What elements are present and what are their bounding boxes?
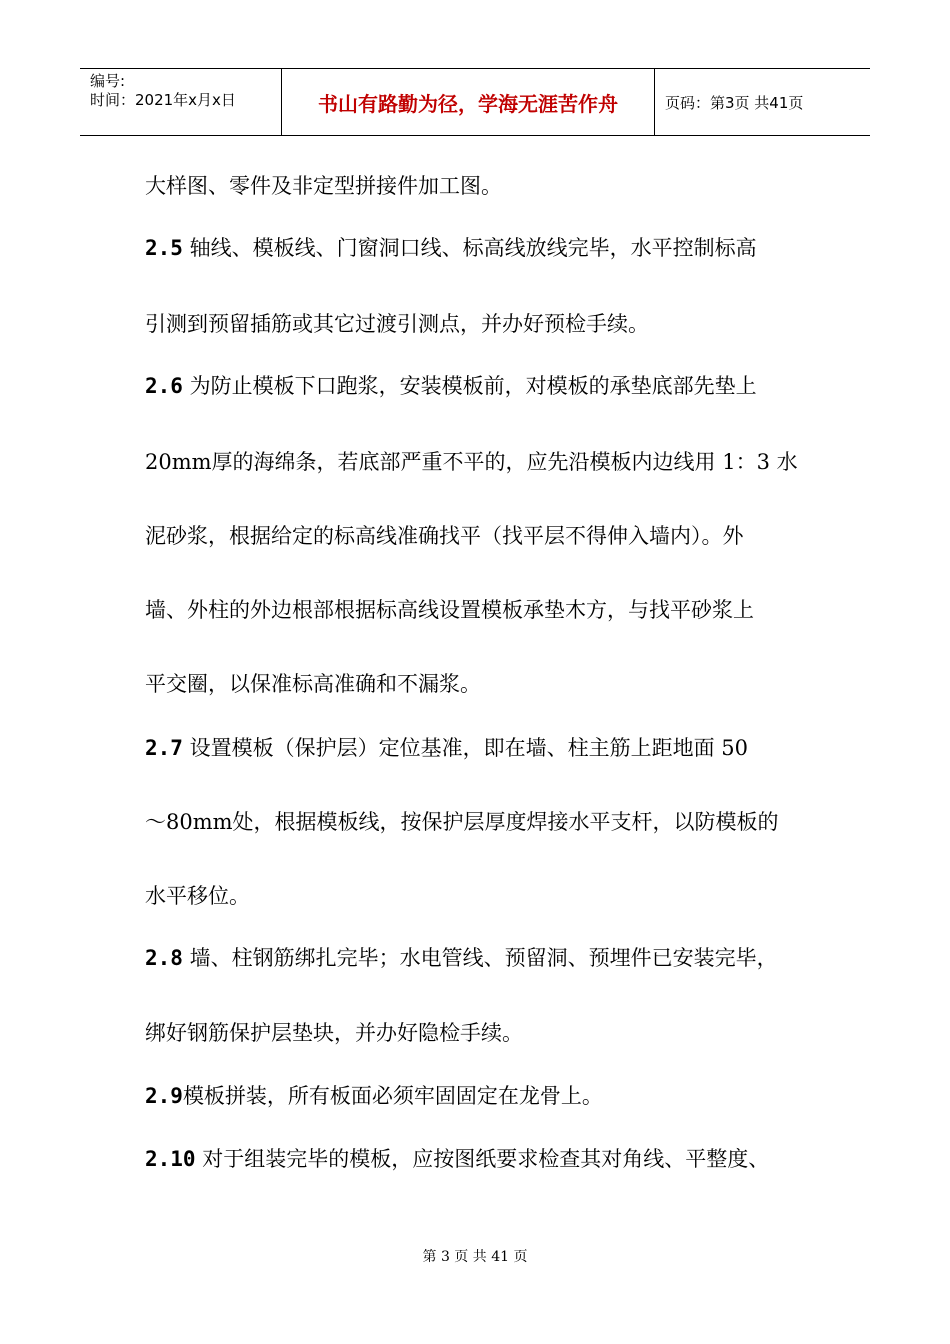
page-header: [80, 68, 870, 136]
section-number: 2.7: [145, 736, 183, 760]
section-number: 2.6: [145, 374, 183, 398]
document-number-label: 编号:: [90, 72, 126, 90]
section-number: 2.5: [145, 236, 183, 260]
section-number: 2.10: [145, 1147, 196, 1171]
body-line: 泥砂浆，根据给定的标高线准确找平（找平层不得伸入墙内）。外: [145, 524, 744, 548]
body-line: 墙、外柱的外边根部根据标高线设置模板承垫木方，与找平砂浆上: [145, 598, 754, 622]
body-line: 20mm厚的海绵条，若底部严重不平的，应先沿模板内边线用 1：3 水: [145, 450, 798, 474]
body-line: 2.9模板拼装，所有板面必须牢固固定在龙骨上。: [145, 1084, 603, 1108]
section-number: 2.9: [145, 1084, 183, 1108]
body-line: 2.8 墙、柱钢筋绑扎完毕；水电管线、预留洞、预埋件已安装完毕，: [145, 946, 778, 970]
header-meta: [80, 69, 282, 135]
body-line: ～80mm处，根据模板线，按保护层厚度焊接水平支杆，以防模板的: [145, 810, 779, 834]
body-line: 2.7 设置模板（保护层）定位基准，即在墙、柱主筋上距地面 50: [145, 736, 749, 760]
section-number: 2.8: [145, 946, 183, 970]
body-line: 水平移位。: [145, 884, 250, 908]
body-line: 引测到预留插筋或其它过渡引测点，并办好预检手续。: [145, 312, 649, 336]
page-footer: 第 3 页 共 41 页: [422, 1249, 528, 1265]
body-line: 绑好钢筋保护层垫块，并办好隐检手续。: [145, 1021, 523, 1045]
body-line: 2.6 为防止模板下口跑浆，安装模板前，对模板的承垫底部先垫上: [145, 374, 757, 398]
document-date: 时间：2021年x月x日: [90, 91, 236, 109]
body-line: 平交圈，以保准标高准确和不漏浆。: [145, 672, 481, 696]
body-line: 2.5 轴线、模板线、门窗洞口线、标高线放线完毕，水平控制标高: [145, 236, 757, 260]
header-motto: 书山有路勤为径，学海无涯苦作舟: [282, 69, 655, 135]
body-line: 大样图、零件及非定型拼接件加工图。: [145, 174, 502, 198]
body-line: 2.10 对于组装完毕的模板，应按图纸要求检查其对角线、平整度、: [145, 1147, 770, 1171]
header-page-info: 页码：第3页 共41页: [665, 93, 804, 112]
